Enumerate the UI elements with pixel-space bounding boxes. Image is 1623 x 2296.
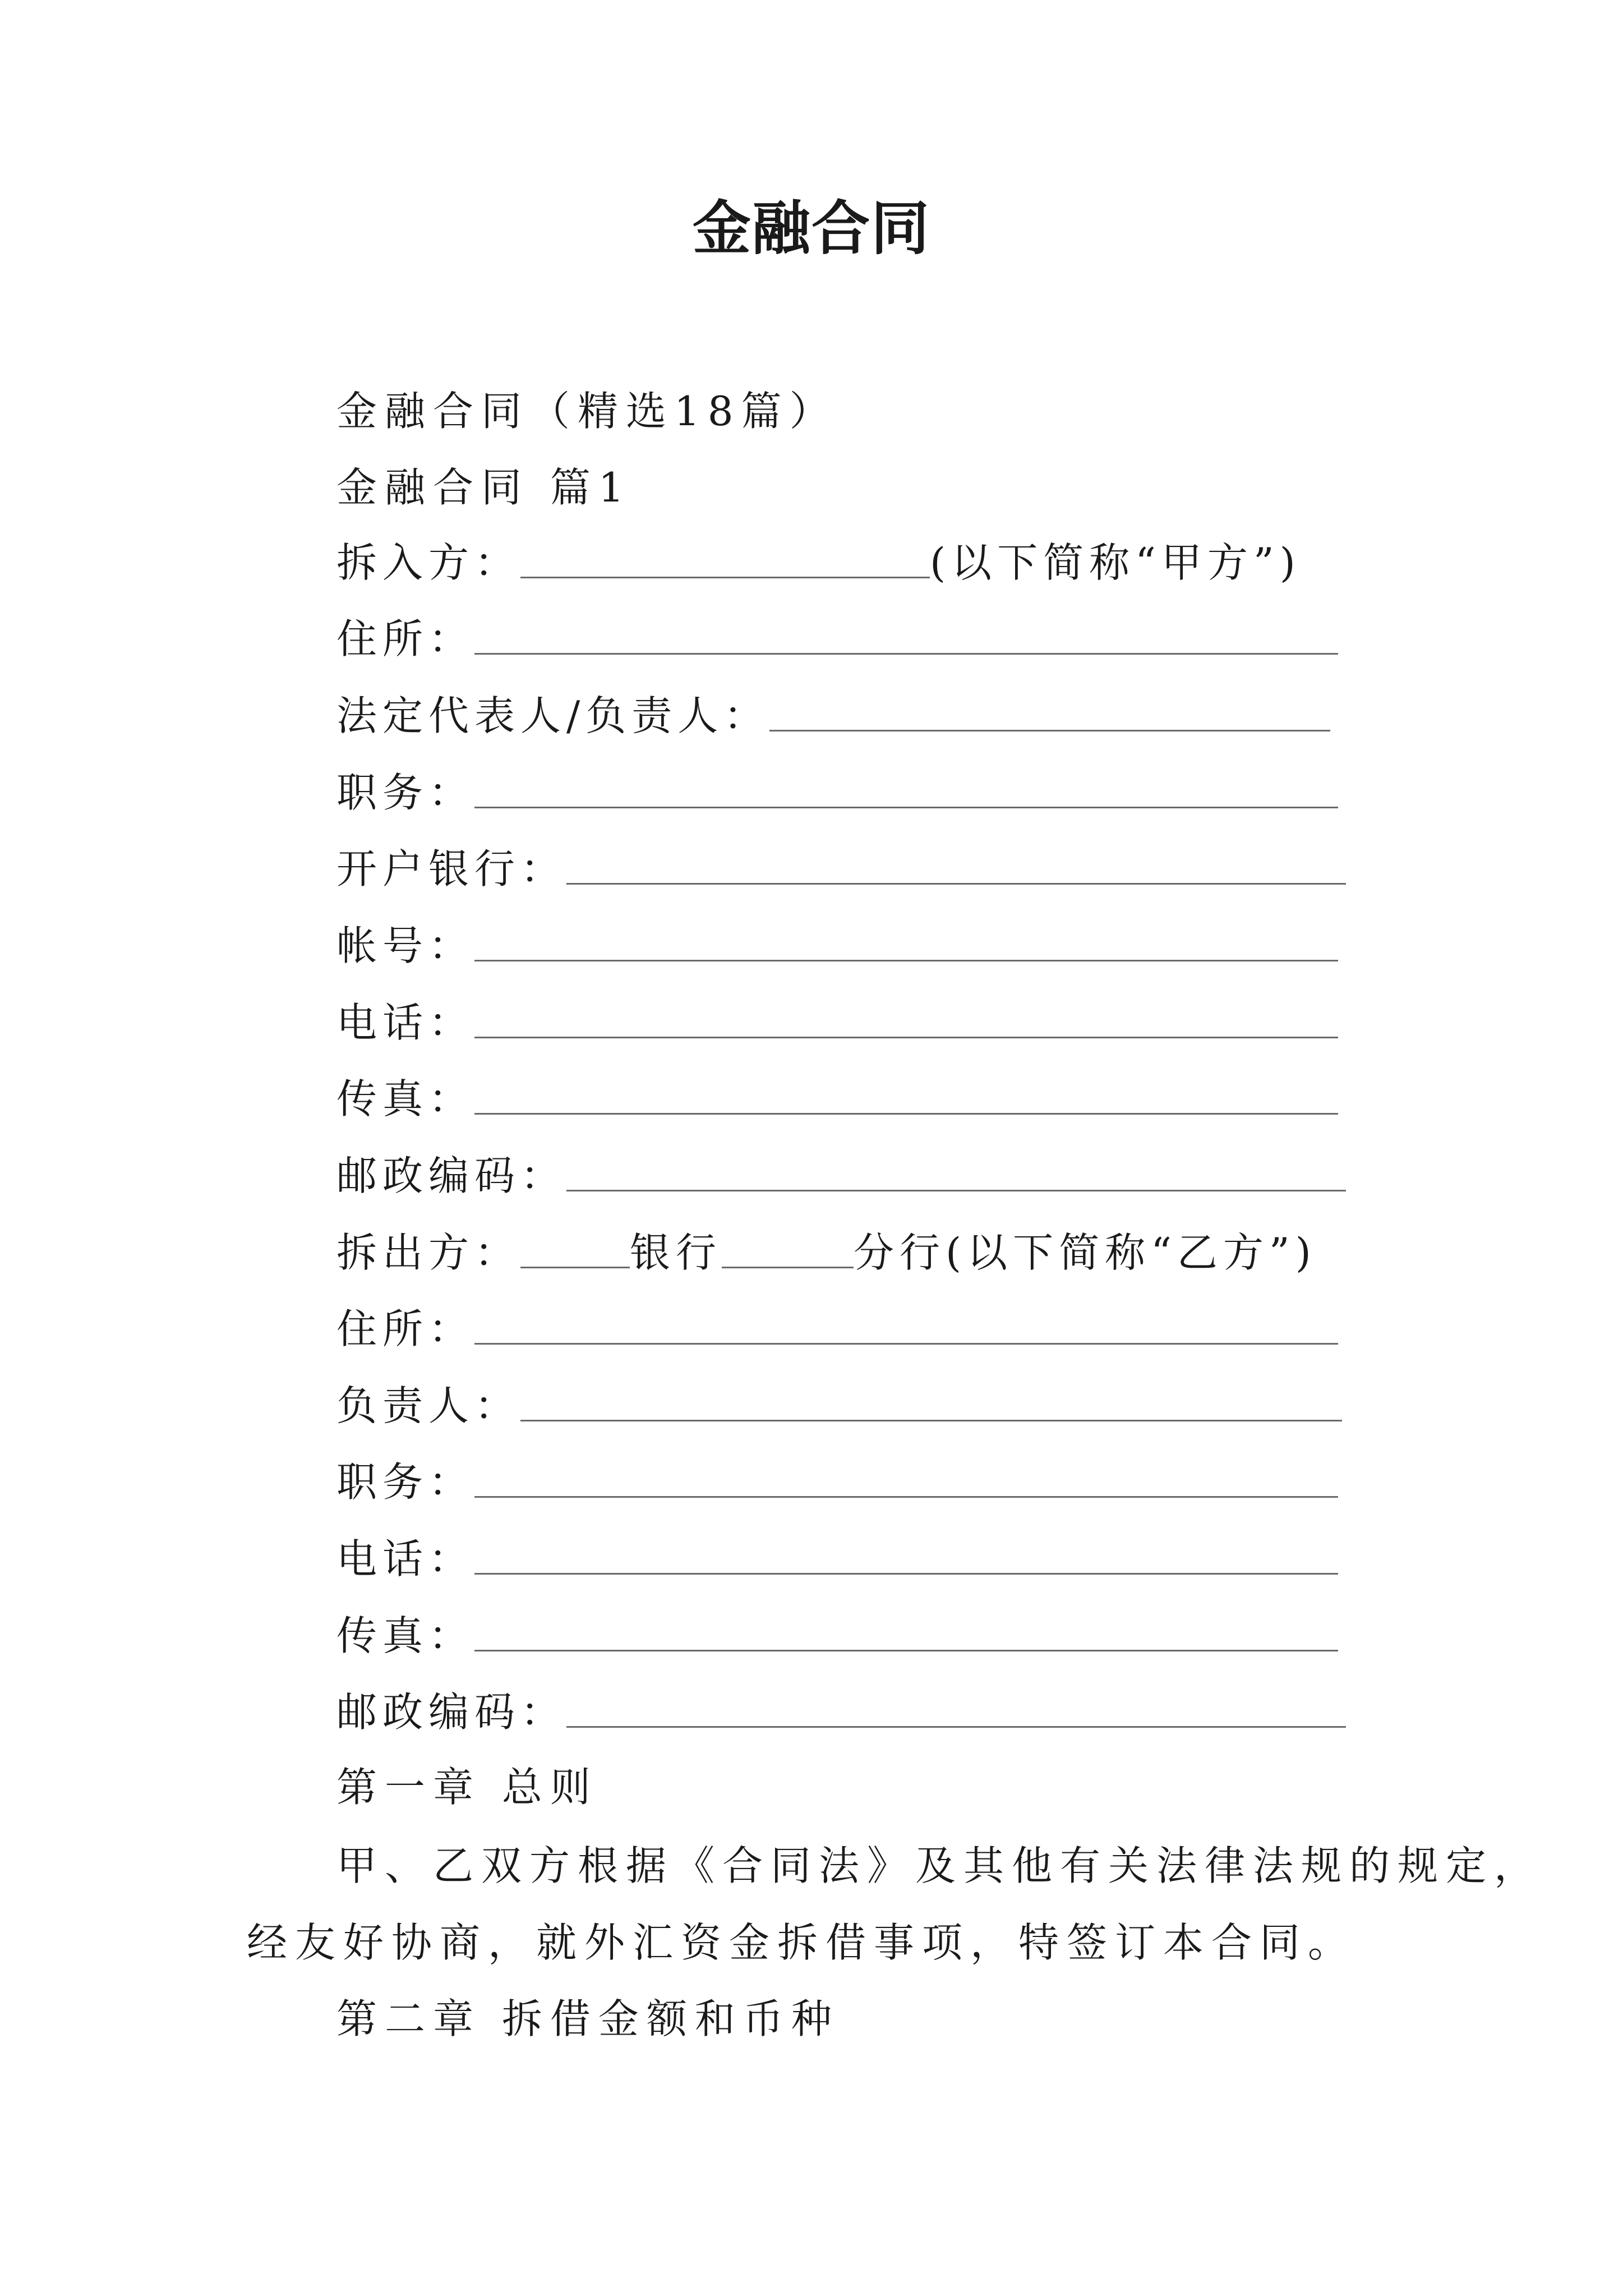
party-b-postcode-row [336, 1674, 1346, 1736]
party-a-address-blank[interactable] [474, 652, 1338, 655]
party-b-head-row [336, 1368, 1342, 1429]
party-a-lender-row [336, 524, 1301, 586]
party-b-postcode-blank[interactable] [566, 1726, 1346, 1728]
party-a-postcode-label: 邮政编码： [336, 1152, 567, 1199]
party-b-fax-blank[interactable] [474, 1649, 1338, 1651]
party-a-address-label: 住所： [336, 615, 475, 662]
party-b-position-row [336, 1444, 1338, 1506]
party-a-position-label: 职务： [336, 769, 475, 816]
chapter-1-body-line-1: 甲、乙双方根据《合同法》及其他有关法律法规的规定， [336, 1842, 1543, 1889]
party-a-lender-blank[interactable] [520, 576, 930, 578]
party-a-fax-row [336, 1061, 1338, 1122]
document-title: 金融合同 [692, 194, 930, 263]
party-a-bank-label: 开户银行： [336, 845, 567, 892]
party-a-phone-label: 电话： [336, 999, 475, 1046]
party-b-head-blank[interactable] [520, 1419, 1342, 1421]
party-a-legal-rep-row [336, 678, 1330, 739]
party-b-lender-label: 拆出方： [336, 1229, 521, 1276]
party-a-account-row [336, 908, 1338, 969]
party-a-bank-blank[interactable] [566, 882, 1346, 885]
party-b-address-label: 住所： [336, 1305, 475, 1352]
party-b-bank-word: 银行 [630, 1229, 722, 1276]
chapter-1-heading: 第一章 总则 [336, 1764, 598, 1811]
party-b-branch-name-blank[interactable] [722, 1266, 854, 1268]
subtitle: 金融合同（精选18篇） [336, 388, 838, 435]
party-a-account-blank[interactable] [474, 959, 1338, 961]
party-b-head-label: 负责人： [336, 1382, 521, 1429]
party-a-account-label: 帐号： [336, 922, 475, 969]
party-a-phone-blank[interactable] [474, 1036, 1338, 1038]
chapter-1-body-line-2: 经友好协商，就外汇资金拆借事项，特签订本合同。 [247, 1919, 1357, 1966]
party-b-position-label: 职务： [336, 1458, 475, 1506]
party-b-fax-label: 传真： [336, 1612, 475, 1659]
party-b-postcode-label: 邮政编码： [336, 1688, 567, 1736]
chapter-2-heading: 第二章 拆借金额和币种 [336, 1995, 840, 2042]
party-a-legal-rep-label: 法定代表人/负责人： [336, 692, 770, 739]
party-b-lender-row [336, 1214, 1317, 1276]
party-a-lender-suffix: (以下简称“甲方”) [930, 539, 1301, 586]
party-a-legal-rep-blank[interactable] [769, 729, 1330, 731]
party-a-phone-row [336, 984, 1338, 1046]
section-heading: 金融合同 篇1 [336, 464, 632, 511]
party-a-fax-label: 传真： [336, 1075, 475, 1122]
party-a-postcode-row [336, 1138, 1346, 1199]
party-b-address-row [336, 1291, 1338, 1352]
party-b-branch-suffix: 分行(以下简称“乙方”) [854, 1229, 1317, 1276]
party-b-phone-label: 电话： [336, 1535, 475, 1582]
party-a-lender-label: 拆入方： [336, 539, 521, 586]
party-b-phone-row [336, 1521, 1338, 1582]
party-a-postcode-blank[interactable] [566, 1189, 1346, 1191]
party-a-fax-blank[interactable] [474, 1112, 1338, 1115]
party-a-position-row [336, 754, 1338, 816]
party-a-address-row [336, 601, 1338, 662]
party-b-address-blank[interactable] [474, 1342, 1338, 1345]
party-b-phone-blank[interactable] [474, 1572, 1338, 1575]
party-b-position-blank[interactable] [474, 1496, 1338, 1498]
party-a-position-blank[interactable] [474, 806, 1338, 808]
party-b-bank-name-blank[interactable] [520, 1266, 630, 1268]
party-b-fax-row [336, 1598, 1338, 1659]
party-a-bank-row [336, 831, 1346, 892]
